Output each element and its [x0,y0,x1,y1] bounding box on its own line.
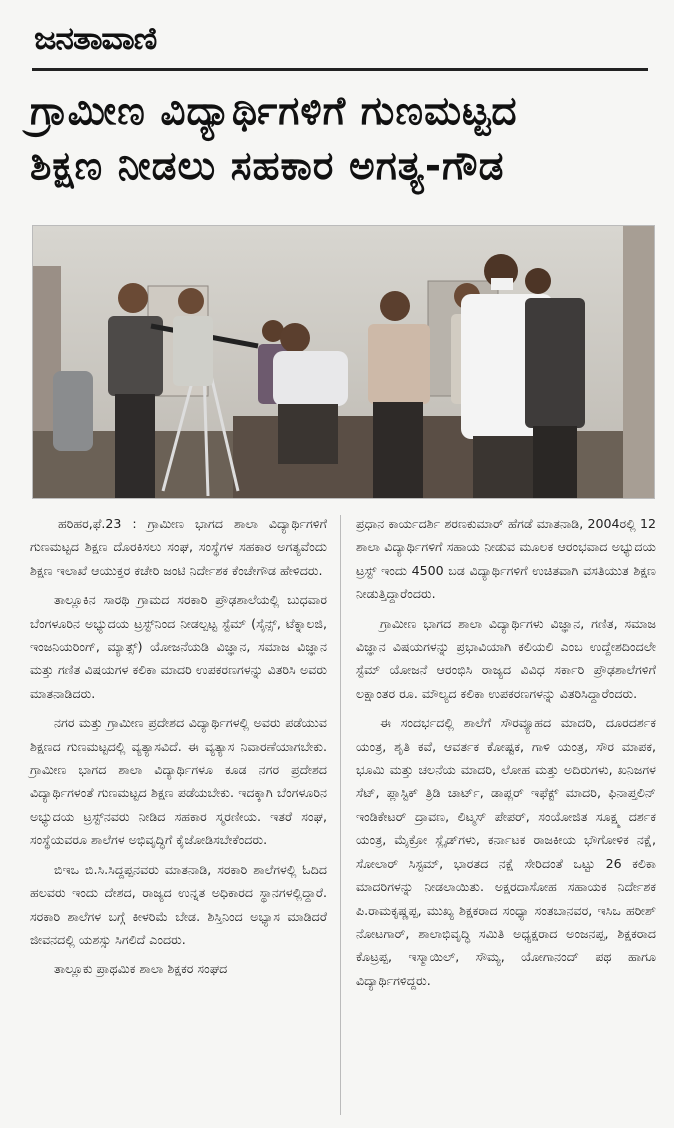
column-divider [340,515,341,1115]
headline-line-1: ಗ್ರಾಮೀಣ ವಿದ್ಯಾರ್ಥಿಗಳಿಗೆ ಗುಣಮಟ್ಟದ [30,89,518,134]
article-headline [30,84,652,194]
article-column-right [356,512,656,998]
paragraph: ಹರಿಹರ,ಫೆ.23 : ಗ್ರಾಮೀಣ ಭಾಗದ ಶಾಲಾ ವಿದ್ಯಾರ್ಥಿಗಳಿಗೆ ಗುಣಮಟ್ಟದ ಶಿಕ್ಷಣ ದೊರಕಿಸಲು ಸಂಘ, ಸಂಸ್ಥೆಗಳ ಸಹಕಾರ ಅಗತ್ಯವೆಂದು ಶಿಕ್ಷಣ ಇಲಾಖೆ ಆಯುಕ್ತರ ಕಚೇರಿ ಜಂಟಿ ನಿರ್ದೇಶಕ ಕೆಂಚೇಗೌಡ ಹೇಳಿದರು. [30,516,327,578]
newspaper-masthead: ಜನತಾವಾಣಿ [34,21,157,57]
paragraph: ಗ್ರಾಮೀಣ ಭಾಗದ ಶಾಲಾ ವಿದ್ಯಾರ್ಥಿಗಳು ವಿಜ್ಞಾನ, ಗಣಿತ, ಸಮಾಜ ವಿಜ್ಞಾನ ವಿಷಯಗಳನ್ನು ಪ್ರಭಾವಿಯಾಗಿ ಕಲಿಯಲಿ ಎಂಬ ಉದ್ದೇಶದಿಂದಲೇ ಸ್ಟೆಮ್ ಯೋಜನೆ ಆರಂಭಿಸಿ ರಾಜ್ಯದ ವಿವಿಧ ಸರ್ಕಾರಿ ಪ್ರೌಢಶಾಲೆಗಳಿಗೆ ಲಕ್ಷಾಂತರ ರೂ. ಮೌಲ್ಯದ ಕಲಿಕಾ ಉಪಕರಣಗಳನ್ನು ವಿತರಿಸಿದ್ದಾರೆಂದರು. [356,615,656,701]
paragraph: ನಗರ ಮತ್ತು ಗ್ರಾಮೀಣ ಪ್ರದೇಶದ ವಿದ್ಯಾರ್ಥಿಗಳಲ್ಲಿ ಅವರು ಪಡೆಯುವ ಶಿಕ್ಷಣದ ಗುಣಮಟ್ಟದಲ್ಲಿ ವ್ಯತ್ಯಾಸವಿದೆ. ಈ ವ್ಯತ್ಯಾಸ ನಿವಾರಣೆಯಾಗಬೇಕು. ಗ್ರಾಮೀಣ ಭಾಗದ ಶಾಲಾ ವಿದ್ಯಾರ್ಥಿಗಳೂ ಕೂಡ ನಗರ ಪ್ರದೇಶದ ವಿದ್ಯಾರ್ಥಿಗಳಂತೆ ಗುಣಮಟ್ಟದ ಶಿಕ್ಷಣ ಪಡೆಯಬೇಕು. ಇದಕ್ಕಾಗಿ ಬೆಂಗಳೂರಿನ ಅಭ್ಯುದಯ ಟ್ರಸ್ಟ್‌ನವರು ನೀಡಿದ ಸಹಕಾರ ಸ್ಮರಣೀಯ. ಇತರೆ ಸಂಘ, ಸಂಸ್ಥೆಯವರೂ ಶಾಲೆಗಳ ಅಭಿವೃದ್ಧಿಗೆ ಕೈಜೋಡಿಸಬೇಕೆಂದರು. [30,715,327,848]
paragraph: ತಾಲ್ಲೂಕಿನ ಸಾರಥಿ ಗ್ರಾಮದ ಸರಕಾರಿ ಪ್ರೌಢಶಾಲೆಯಲ್ಲಿ ಬುಧವಾರ ಬೆಂಗಳೂರಿನ ಅಭ್ಯುದಯ ಟ್ರಸ್ಟ್‌ನಿಂದ ನೀಡಲ್ಪಟ್ಟ ಸ್ಟೆಮ್ (ಸೈನ್ಸ್, ಟೆಕ್ನಾಲಜಿ, ಇಂಜನಿಯರಿಂಗ್, ಮ್ಯಾತ್ಸ್) ಯೋಜನೆಯಡಿ ವಿಜ್ಞಾನ, ಸಮಾಜ ವಿಜ್ಞಾನ ಮತ್ತು ಗಣಿತ ವಿಷಯಗಳ ಕಲಿಕಾ ಮಾದರಿ ಉಪಕರಣಗಳನ್ನು ವಿತರಿಸಿ ಅವರು ಮಾತನಾಡಿದರು. [30,592,327,701]
paragraph: ಪ್ರಧಾನ ಕಾರ್ಯದರ್ಶಿ ಶರಣಕುಮಾರ್ ಹೆಗಡೆ ಮಾತನಾಡಿ, 2004ರಲ್ಲಿ 12 ಶಾಲಾ ವಿದ್ಯಾರ್ಥಿಗಳಿಗೆ ಸಹಾಯ ನೀಡುವ ಮೂಲಕ ಆರಂಭವಾದ ಅಭ್ಯುದಯ ಟ್ರಸ್ಟ್ ಇಂದು 4500 ಬಡ ವಿದ್ಯಾರ್ಥಿಗಳಿಗೆ ಉಚಿತವಾಗಿ ವಸತಿಯುತ ಶಿಕ್ಷಣ ನೀಡುತ್ತಿದ್ದಾರೆಂದರು. [356,516,656,602]
paragraph: ಈ ಸಂದರ್ಭದಲ್ಲಿ ಶಾಲೆಗೆ ಸೌರವ್ಯೂಹದ ಮಾದರಿ, ದೂರದರ್ಶಕ ಯಂತ್ರ, ಶೃತಿ ಕವೆ, ಆವರ್ತಕ ಕೋಷ್ಟಕ, ಗಾಳಿ ಯಂತ್ರ, ಸೌರ ಮಾಪಕ, ಭೂಮಿ ಮತ್ತು ಚಲನೆಯ ಮಾದರಿ, ಲೋಹ ಮತ್ತು ಅದಿರುಗಳು, ಖನಿಜಗಳ ಸೆಟ್, ಪ್ಲಾಸ್ಟಿಕ್ ತ್ರಿಡಿ ಚಾರ್ಟ್, ಡಾಪ್ಲರ್ ಇಫೆಕ್ಟ್ ಮಾದರಿ, ಫಿನಾಪ್ತಲಿನ್ ಇಂಡಿಕೇಟರ್ ದ್ರಾವಣ, ಲಿಟ್ಮಸ್ ಪೇಪರ್, ಸಂಯೋಜಿತ ಸೂಕ್ಷ್ಮ ದರ್ಶಕ ಯಂತ್ರ, ಮೈಕ್ರೋ ಸ್ಲೈಡ್‌ಗಳು, ಕರ್ನಾಟಕ ರಾಜಕೀಯ ಭೌಗೋಳಿಕ ನಕ್ಷೆ, ಸೋಲಾರ್ ಸಿಸ್ಟಮ್, ಭಾರತದ ನಕ್ಷೆ ಸೇರಿದಂತೆ ಒಟ್ಟು 26 ಕಲಿಕಾ ಮಾದರಿಗಳನ್ನು ನೀಡಲಾಯಿತು. ಅಕ್ಷರದಾಸೋಹ ಸಹಾಯಕ ನಿರ್ದೇಶಕ ಪಿ.ರಾಮಕೃಷ್ಣಪ್ಪ, ಮುಖ್ಯ ಶಿಕ್ಷಕರಾದ ಸಂಧ್ಯಾ ಸಂತಬಾನವರ, ಇಸಿಒ ಹರೀಶ್ ನೋಟಗಾರ್, ಶಾಲಾಭಿವೃದ್ಧಿ ಸಮಿತಿ ಅಧ್ಯಕ್ಷರಾದ ಅಂಜನಪ್ಪ, ಶಿಕ್ಷಕರಾದ ಕೊಟ್ರಪ್ಪ, ಇಸ್ಮಾಯಿಲ್, ಸೌಮ್ಯ, ಯೋಗಾನಂದ್ ಪಥ ಹಾಗೂ ವಿದ್ಯಾರ್ಥಿಗಳಿದ್ದರು. [356,715,656,988]
article-column-left [30,512,327,987]
paragraph: ತಾಲ್ಲೂಕು ಪ್ರಾಥಮಿಕ ಶಾಲಾ ಶಿಕ್ಷಕರ ಸಂಘದ [54,961,228,977]
paragraph: ಬಿಇಒ ಬಿ.ಸಿ.ಸಿದ್ದಪ್ಪನವರು ಮಾತನಾಡಿ, ಸರಕಾರಿ ಶಾಲೆಗಳಲ್ಲಿ ಓದಿದ ಹಲವರು ಇಂದು ದೇಶದ, ರಾಜ್ಯದ ಉನ್ನತ ಅಧಿಕಾರದ ಸ್ಥಾನಗಳಲ್ಲಿದ್ದಾರೆ. ಸರಕಾರಿ ಶಾಲೆಗಳ ಬಗ್ಗೆ ಕೀಳರಿಮೆ ಬೇಡ. ಶಿಸ್ತಿನಿಂದ ಅಭ್ಯಾಸ ಮಾಡಿದರೆ ಜೀವನದಲ್ಲಿ ಯಶಸ್ಸು ಸಿಗಲಿದೆ ಎಂದರು. [30,861,327,947]
masthead-rule [32,68,648,71]
news-photo [32,225,655,499]
headline-line-2: ಶಿಕ್ಷಣ ನೀಡಲು ಸಹಕಾರ ಅಗತ್ಯ-ಗೌಡ [30,144,505,189]
